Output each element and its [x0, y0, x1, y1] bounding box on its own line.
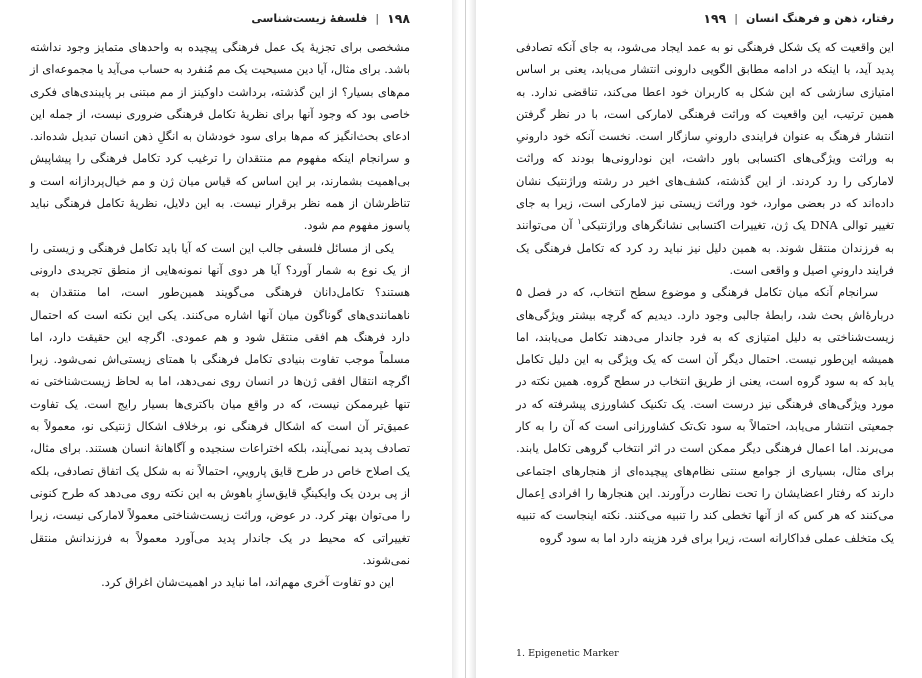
footnote: 1. Epigenetic Marker: [516, 648, 619, 659]
right-header-title: رفتار، ذهن و فرهنگ انسان: [745, 11, 894, 25]
right-page-number: ۱۹۹: [703, 10, 727, 26]
left-body-text: [30, 36, 410, 593]
left-paragraph-2: یکی از مسائل فلسفی جالب این است که آیا باید تکامل فرهنگی و زیستی را از یک نوع به شمار آورد؟ آیا هر دوی آنها نمونه‌هایی از منطق تجریدی دارونی هستند؟ تکامل‌دانان فرهنگی می‌گویند همین‌طور است، اما منتقدان به ناهمانندی‌های گوناگون میان آنها اشاره می‌کنند. یکی این نکته است که احتمال دارد فرهنگ هم افقی منتقل شود و هم عمودی. اگرچه این حقیقت دارد، اما مسلماً موجب تفاوت بنیادی تکامل فرهنگی با همتای زیستی‌اش نمی‌شود. زیرا اگرچه انتقال افقی ژن‌ها در انسان روی نمی‌دهد، اما به لحاظ زیست‌شناختی نه تنها غیرممکن نیست، که در واقع میان باکتری‌ها بسیار رایج است. یک تفاوت عمیق‌تر آن است که اشکال فرهنگی نو، برخلاف اشکال ژنتیکی نو، معمولاً به تصادف پدید نمی‌آیند، بلکه اختراعات سنجیده و آگاهانهٔ انسان هستند. برای مثال، یک اصلاح خاص در طرح قایق پاروییِ، احتمالاً نه به شکل یک اتفاق تصادفی، بلکه از پی بردن یک وایکینگِ قایق‌سازِ باهوش به این نکته روی می‌دهد که طرح کنونی را می‌توان بهتر کرد. در عوض، وراثت زیست‌شناختی معمولاً لامارکی نیست، زیرا تغییراتی که محیط در یک جاندار پدید می‌آورد معمولاً به فرزندانش منتقل نمی‌شوند.: [30, 240, 410, 567]
right-body-text: [516, 36, 894, 549]
right-paragraph-1-part-b: آن می‌توانند به فرزندان منتقل شوند. به همین دلیل نیز نباید رد کرد که تکامل فرهنگی یک فرایند دارونیِ اصیل و واقعی است.: [516, 218, 894, 277]
left-paragraph-1: مشخصی برای تجزیهٔ یک عمل فرهنگی پیچیده به واحدهای متمایز وجود نداشته باشد. برای مثال، آیا دین مسیحیت یک مم مُنفرد به حساب می‌آید یا مجموعه‌ای از مم‌های بسیار؟ از این گذشته، برداشت داوکینز از مم مبتنی بر پایبندی‌های فکری خاصی بود که وجود آنها برای نظریهٔ تکامل فرهنگی ضروری نیست، از جمله این ادعای بحث‌انگیز که مم‌ها برای سود خودشان به انگلِ ذهن انسان تبدیل شده‌اند. و سرانجام اینکه مفهوم مم منتقدان را ترغیب کرد تکامل فرهنگی را پیشاپیش بی‌اهمیت بشمارند، بر این اساس که قیاس میان ژن و مم خیال‌پردازانه است و تناظرشان از همه نظر برقرار نیست. به این دلایل، نظریهٔ تکامل فرهنگی نباید پاسوز مفهوم مم شود.: [30, 40, 410, 233]
footnote-reference-marker: ۱: [577, 217, 582, 227]
left-page: [0, 0, 452, 678]
left-page-number: ۱۹۸: [387, 10, 410, 26]
left-header-separator: |: [375, 11, 380, 25]
left-paragraph-3: این دو تفاوت آخری مهم‌اند، اما نباید در اهمیت‌شان اغراق کرد.: [101, 575, 394, 590]
right-paragraph-1: [516, 36, 894, 281]
right-page: [476, 0, 922, 678]
left-running-head: [251, 8, 410, 28]
right-paragraph-1-part-a: این واقعیت که یک شکل فرهنگی نو به عمد ایجاد می‌شود، به جای آنکه تصادفی پدید آید، با اینکه در ادامه مطابق الگویی دارونی انتشار می‌یابد، یعنی بر اساس امتیازی سازشی که این شکل به کاربران خود اعطا می‌کند، تناقضی ندارد. به همین ترتیب، این واقعیت که وراثت فرهنگی لامارکی است، با در نظر گرفتن انتشار فرهنگ به عنوان فرایندی دارونیِ سازگار است. نخست آنکه خود دارونیِ به وراثت ویژگی‌های اکتسابی باور داشت، این نودارونی‌ها بودند که وراثت لامارکی را رد کردند. از این گذشته، کشف‌های اخیر در رشته وراژنتیک نشان داده‌اند که در بعضی موارد، خود وراثت زیستی نیز لامارکی است، زیرا به جای تغییر توالی DNA یک ژن، تغییرات اکتسابی نشانگرهای وراژنتیکی: [516, 40, 894, 233]
left-header-title: فلسفهٔ زیست‌شناسی: [251, 11, 368, 25]
right-running-head: [703, 8, 894, 28]
right-header-separator: |: [734, 11, 738, 25]
book-spine-line: [465, 0, 466, 678]
book-gutter: [452, 0, 476, 678]
right-paragraph-2: سرانجام آنکه میان تکامل فرهنگی و موضوع سطح انتخاب، که در فصل ۵ دربارهٔ‌اش بحث شد، رابطهٔ جالبی وجود دارد. دیدیم که گرچه بیشتر ویژگی‌های زیست‌شناختی به دلیل امتیازی که به فرد جاندار می‌دهند تکامل می‌یابند، اما همیشه این‌طور نیست. احتمال دیگر آن است که یک ویژگی به این دلیل تکامل یابد که به سود گروه است، یعنی از طریق انتخاب در سطح گروه. همین نکته در مورد ویژگی‌های فرهنگی نیز درست است. یک تکنیک کشاورزی پیشرفته که در جمعیتی انتشار می‌یابد، احتمالاً به سود تک‌تک کشاورزانی است که آن را به کار می‌برند. اما اعمال فرهنگی دیگر ممکن است در اثر انتخاب گروهی تکامل یابند. برای مثال، بسیاری از جوامع سنتی نظام‌های پیچیده‌ای از هنجارهای اجتماعی دارند که رفتار اعضایشان را تحت نظارت درآورند. این هنجارها را افرادی اِعمال می‌کنند که هر کس که از آنها تخطی کند را تنبیه می‌کنند. نکته اینجاست که تنبیه یک متخلف عملی فداکارانه است، زیرا برای فرد هزینه دارد اما به سود گروه: [516, 285, 894, 545]
